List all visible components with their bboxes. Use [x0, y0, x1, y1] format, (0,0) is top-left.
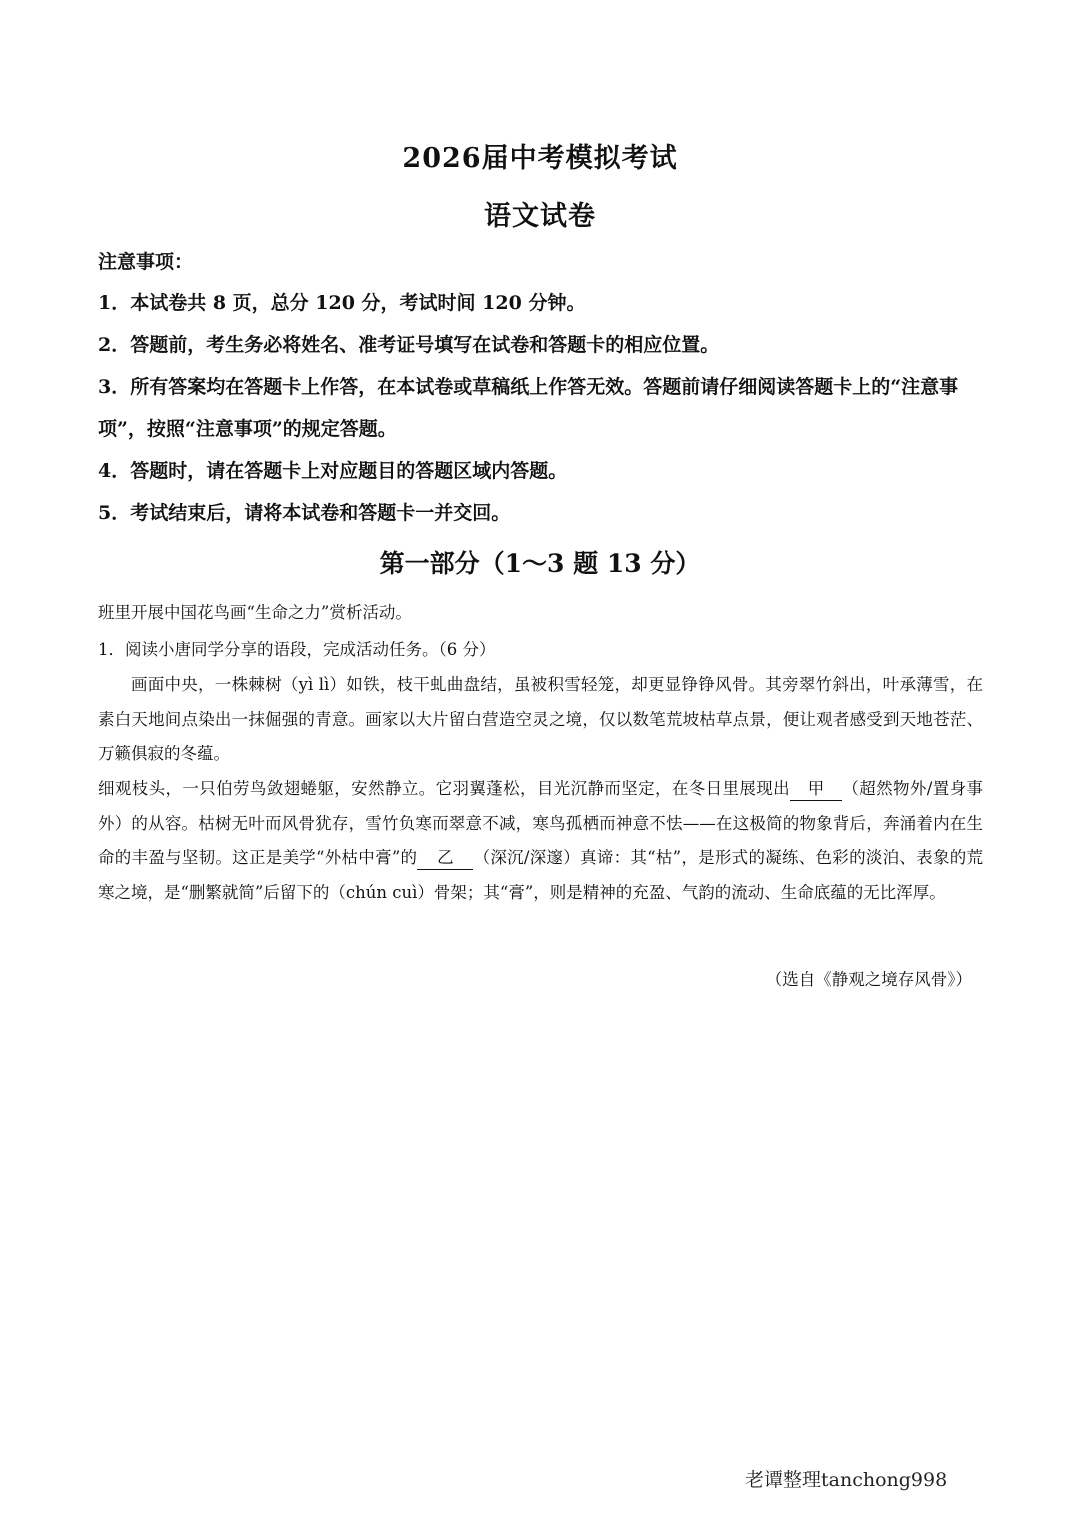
passage-paragraph-1: 画面中央，一株棘树（yì lì）如铁，枝干虬曲盘结，虽被积雪轻笼，却更显铮铮风骨。其旁翠竹斜出，叶承薄雪，在素白天地间点染出一抹倔强的青意。画家以大片留白营造空灵之境，仅以数笔荒坡枯草点景，便让观者感受到天地苍茫、万籁俱寂的冬蕴。 [98, 675, 983, 763]
section-title: 第一部分（1～3 题 13 分） [379, 549, 701, 578]
notice-item-5: 5．考试结束后，请将本试卷和答题卡一并交回。 [98, 502, 511, 524]
exam-title: 2026届中考模拟考试 [402, 143, 678, 174]
paragraph-2-part-c: （深沉/深邃）真谛：其“枯”，是形式的凝练、色彩的淡泊、表象的荒寒之境，是“删繁就简”后留下的（chún cuì）骨架；其“膏”，则是精神的充盈、气韵的流动、生命底蕴的无比浑厚。 [98, 848, 983, 902]
paragraph-2-part-a: 细观枝头，一只伯劳鸟敛翅蜷躯，安然静立。它羽翼蓬松，目光沉静而坚定，在冬日里展现出 [98, 779, 791, 798]
notice-item-3: 3．所有答案均在答题卡上作答，在本试卷或草稿纸上作答无效。答题前请仔细阅读答题卡上的“注意事项”，按照“注意事项”的规定答题。 [98, 376, 959, 440]
notice-heading: 注意事项： [98, 251, 194, 273]
blank-yi: 乙 [417, 847, 473, 870]
question-1: 1．阅读小唐同学分享的语段，完成活动任务。（6 分） [98, 640, 496, 659]
passage-source: （选自《静观之境存风骨》） [765, 970, 972, 989]
notice-item-2: 2．答题前，考生务必将姓名、准考证号填写在试卷和答题卡的相应位置。 [98, 334, 720, 356]
notice-item-4: 4．答题时，请在答题卡上对应题目的答题区域内答题。 [98, 460, 568, 482]
notice-item-1: 1．本试卷共 8 页，总分 120 分，考试时间 120 分钟。 [98, 292, 586, 314]
watermark: 老谭整理tanchong998 [745, 1469, 948, 1491]
blank-jia: 甲 [790, 778, 842, 801]
activity-intro: 班里开展中国花鸟画“生命之力”赏析活动。 [98, 603, 412, 622]
paper-subtitle: 语文试卷 [484, 201, 596, 232]
paragraph-2-part-b: （超然物外/置身事外）的从容。枯树无叶而风骨犹存，雪竹负寒而翠意不减，寒鸟孤栖而神意不怯——在这极简的物象背后，奔涌着内在生命的丰盈与坚韧。这正是美学“外枯中膏”的 [98, 779, 983, 867]
passage-paragraph-2 [98, 772, 983, 910]
